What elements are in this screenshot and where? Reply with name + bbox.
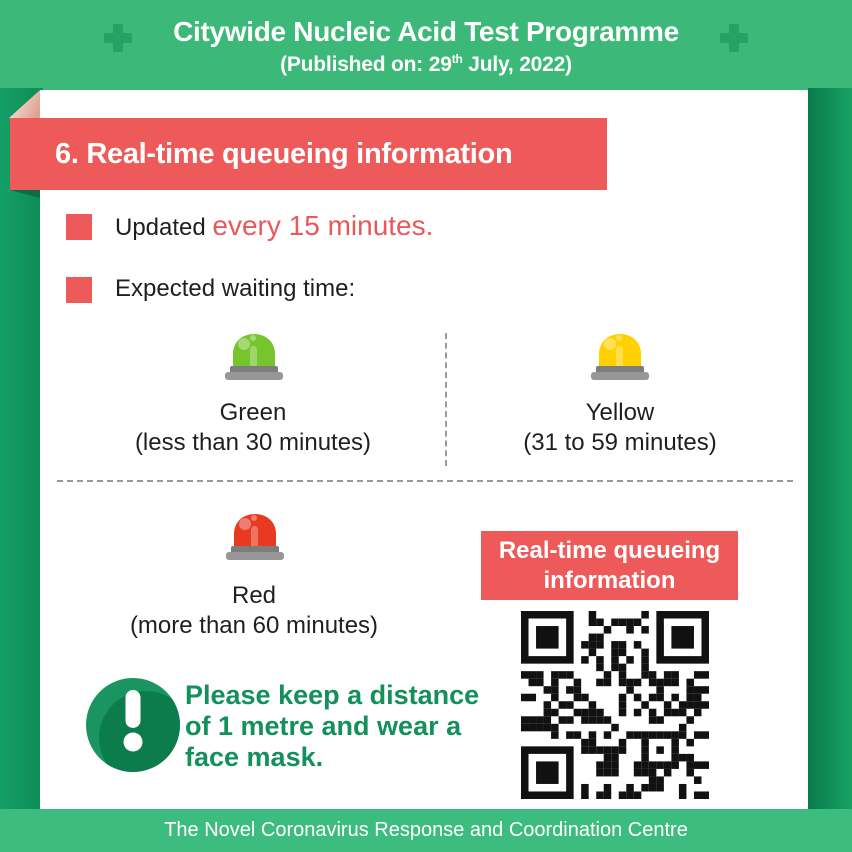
notice-line1: Please keep a distance [185,680,480,710]
distance-mask-notice [185,680,479,773]
bullet-updated-prefix: Updated [115,214,213,241]
qr-panel-label [481,531,738,600]
status-label-red [64,581,444,641]
siren-highlight [604,338,616,350]
siren-stripe [250,346,257,368]
status-label-green [63,398,443,458]
notice-line2: of 1 metre and wear a [185,711,462,741]
vertical-dashed-divider [445,333,447,466]
siren-highlight-dot [616,335,622,341]
footer-text: The Novel Coronavirus Response and Coordination Centre [164,819,688,841]
qr-label-line2: information [543,566,676,594]
bullet-square [66,214,92,240]
qr-label-line1: Real-time queueing [498,536,721,564]
status-name: Red [231,582,277,609]
siren-base-bottom [591,372,649,380]
bullet-updated-highlight: every 15 minutes. [212,210,434,241]
status-range: (31 to 59 minutes) [523,429,717,456]
page-title: Citywide Nucleic Acid Test Programme [173,16,679,47]
siren-highlight-dot [250,335,256,341]
published-prefix: (Published on: 29 [280,53,452,76]
header-bar [0,0,852,92]
exclamation-circle-icon [86,678,180,772]
section-title: 6. Real-time queueing information [55,137,513,170]
published-suffix: July, 2022) [462,53,572,76]
status-range: (less than 30 minutes) [134,429,372,456]
siren-base-bottom [225,372,283,380]
horizontal-dashed-divider [57,480,793,482]
exclamation-bar [126,690,141,728]
siren-highlight [238,338,250,350]
footer-bar [0,809,852,852]
exclamation-dot [124,733,143,752]
notice-line3: face mask. [185,742,324,772]
right-green-strip [808,88,852,809]
published-date [0,52,852,77]
status-range: (more than 60 minutes) [129,612,379,639]
cross-bar-h [720,33,748,43]
status-label-yellow [430,398,810,458]
siren-beacon-icon-yellow [591,330,649,380]
bullet-square [66,277,92,303]
bullet-waiting-time: Expected waiting time: [115,275,356,302]
published-ordinal: th [451,52,463,66]
section-banner [10,118,607,190]
siren-base-bottom [226,552,284,560]
status-name: Green [219,399,287,426]
siren-beacon-icon-red [226,510,284,560]
medical-cross-icon [720,24,748,52]
siren-stripe [251,526,258,548]
siren-highlight [239,518,251,530]
siren-highlight-dot [251,515,257,521]
siren-stripe [616,346,623,368]
status-name: Yellow [585,399,655,426]
bullet-updated [115,211,433,243]
qr-code [521,611,709,799]
siren-beacon-icon-green [225,330,283,380]
